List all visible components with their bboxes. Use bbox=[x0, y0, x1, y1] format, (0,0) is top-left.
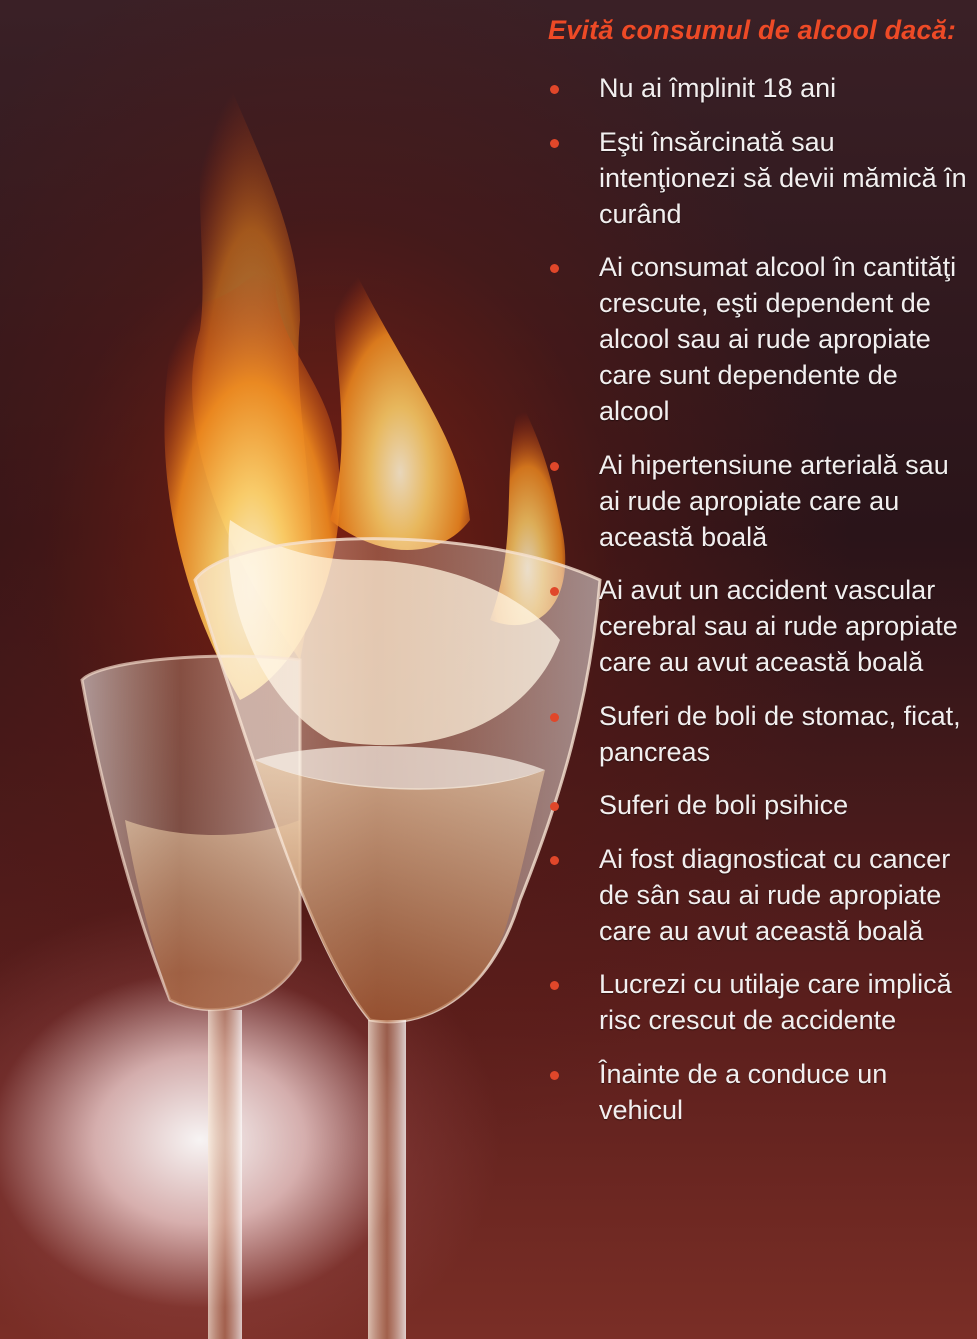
list-item bbox=[548, 698, 968, 770]
list-item bbox=[548, 124, 968, 232]
list-item-text: Eşti însărcinată sau intenţionezi să devii mămică în curând bbox=[599, 126, 967, 229]
list-item bbox=[548, 572, 968, 680]
bullet-icon bbox=[550, 1071, 559, 1080]
bullet-icon bbox=[550, 856, 559, 865]
bullet-icon bbox=[550, 462, 559, 471]
list-item-text: Înainte de a conduce un vehicul bbox=[599, 1058, 888, 1125]
bullet-icon bbox=[550, 713, 559, 722]
warning-panel bbox=[548, 14, 968, 1145]
list-item-text: Lucrezi cu utilaje care implică risc crescut de accidente bbox=[599, 969, 952, 1035]
bullet-icon bbox=[550, 139, 559, 148]
list-item bbox=[548, 447, 968, 555]
list-item bbox=[548, 70, 968, 106]
list-item-text: Ai fost diagnosticat cu cancer de sân sau ai rude apropiate care au avut această boală bbox=[599, 843, 951, 946]
list-item bbox=[548, 841, 968, 949]
list-item-text: Ai hipertensiune arterială sau ai rude apropiate care au această boală bbox=[599, 449, 949, 552]
list-item bbox=[548, 1056, 968, 1128]
list-item-text: Suferi de boli de stomac, ficat, pancreas bbox=[599, 700, 961, 767]
bullet-icon bbox=[550, 802, 559, 811]
list-item-text: Ai avut un accident vascular cerebral sau ai rude apropiate care au avut această boală bbox=[599, 575, 958, 677]
bullet-icon bbox=[550, 981, 559, 990]
list-item-text: Nu ai împlinit 18 ani bbox=[599, 73, 837, 103]
list-item-text: Ai consumat alcool în cantităţi crescute, eşti dependent de alcool sau ai rude apropiate care sunt dependente de alcool bbox=[599, 252, 957, 426]
heading: Evită consumul de alcool dacă: bbox=[548, 15, 957, 45]
list-item bbox=[548, 966, 968, 1038]
list-item bbox=[548, 787, 968, 823]
bullet-icon bbox=[550, 587, 559, 596]
bullet-icon bbox=[550, 85, 559, 94]
list-item bbox=[548, 249, 968, 429]
warning-list bbox=[548, 70, 968, 1128]
list-item-text: Suferi de boli psihice bbox=[599, 790, 849, 820]
bullet-icon bbox=[550, 264, 559, 273]
